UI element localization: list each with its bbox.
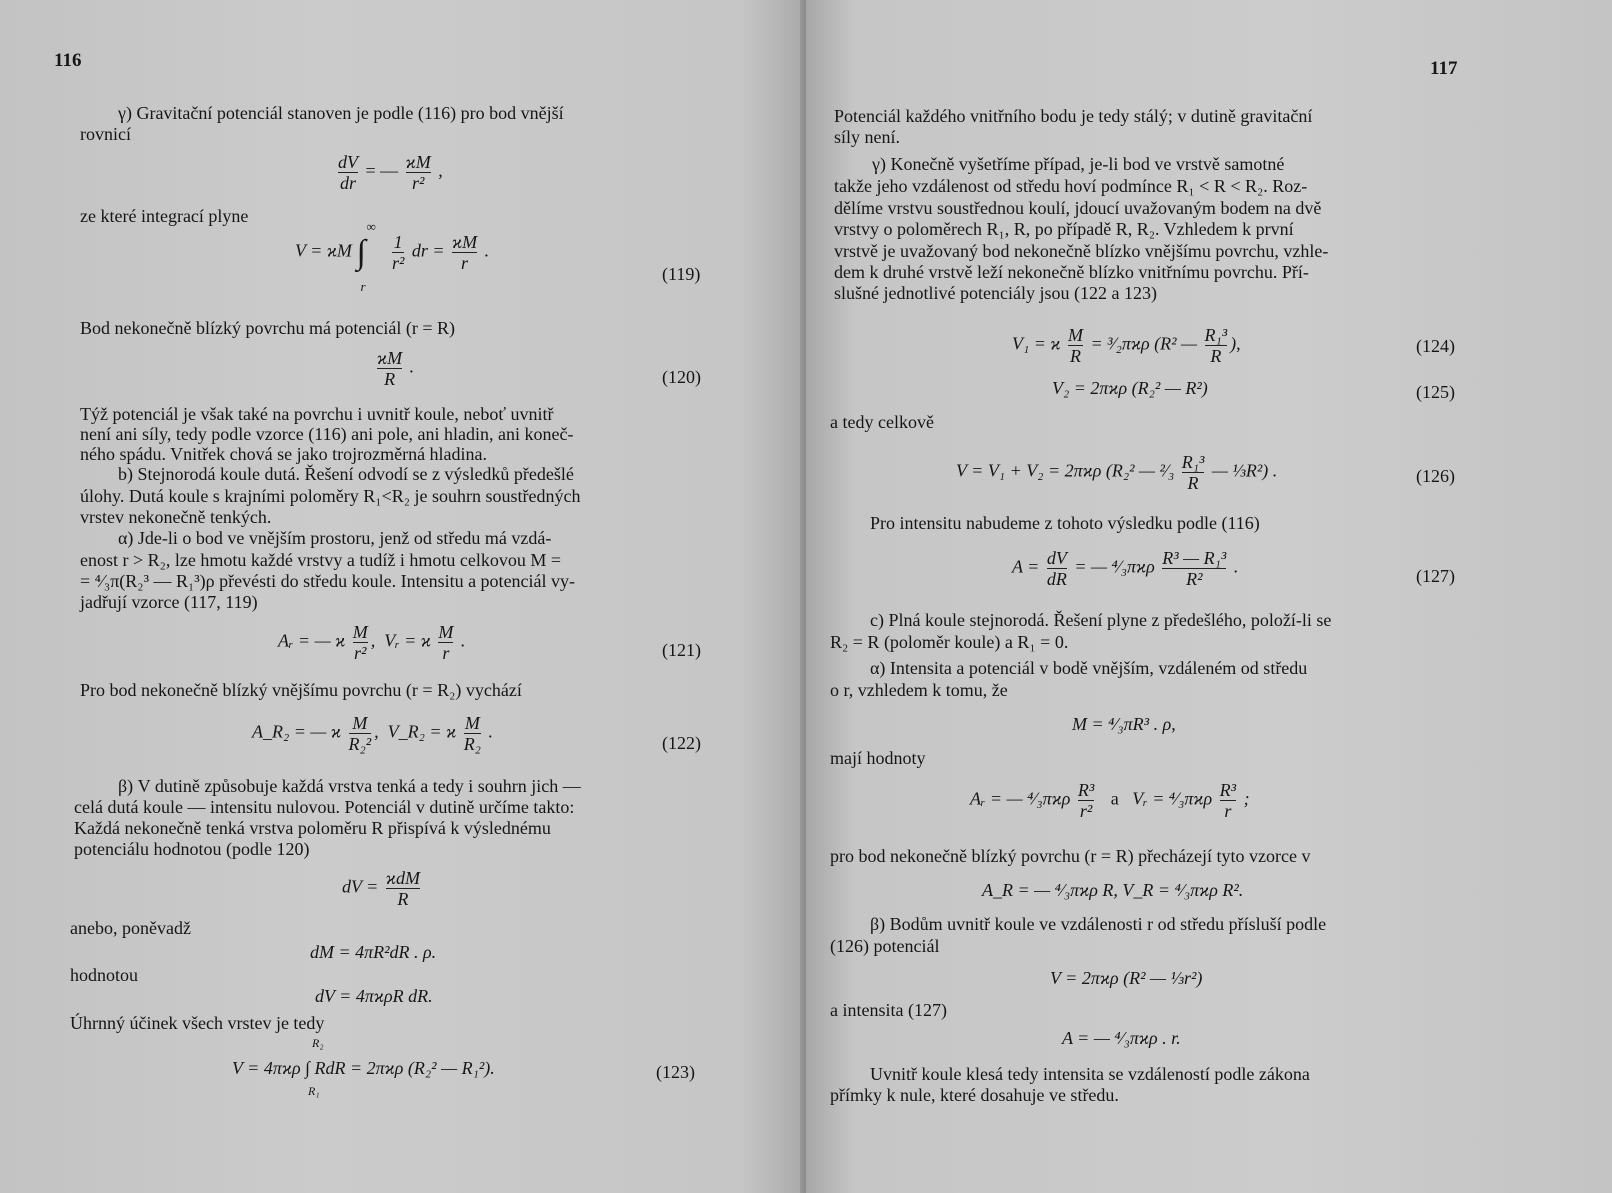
equation-121: Aᵣ = — ϰ $\frac{M}{\text{r²}}$ , Vᵣ = ϰ $\frac{M}{r}$ . [278, 622, 466, 663]
paragraph-line: slušné jednotlivé potenciály jsou (122 a 123) [834, 283, 1157, 303]
paragraph-line: b) Stejnorodá koule dutá. Řešení odvodí se z výsledků předešlé [118, 464, 574, 484]
paragraph-line: β) V dutině způsobuje každá vrstva tenká a tedy i souhrn jich — [118, 776, 581, 796]
equation-number: (124) [1416, 336, 1455, 356]
paragraph-line: (126) potenciál [830, 936, 940, 956]
equation-number: (122) [662, 733, 701, 753]
equation-125: V₂ = 2πϰρ (R₂² — R²) [1052, 378, 1208, 398]
paragraph-line: β) Bodům uvnitř koule ve vzdálenosti r od středu přísluší podle [870, 914, 1327, 934]
paragraph-line: úlohy. Dutá koule s krajními poloměry R₁<R₂ je souhrn soustředných [80, 486, 581, 506]
paragraph-line: anebo, poněvadž [70, 918, 191, 938]
equation: M = ⁴⁄₃πR³ . ρ, [1072, 714, 1176, 734]
paragraph-line: ze které integrací plyne [80, 206, 249, 226]
page-number: 116 [54, 50, 82, 71]
paragraph-line: = ⁴⁄₃π(R₂³ — R₁³)ρ převésti do středu koule. Intensitu a potenciál vy- [80, 571, 576, 591]
paragraph-line: enost r > R₂, lze hmotu každé vrstvy a tudíž i hmotu celkovou M = [80, 550, 561, 570]
equation: A_R = — ⁴⁄₃πϰρ R, V_R = ⁴⁄₃πϰρ R². [982, 880, 1244, 900]
equation: V = 2πϰρ (R² — ⅓r²) [1050, 968, 1203, 988]
paragraph-line: c) Plná koule stejnorodá. Řešení plyne z předešlého, položí-li se [870, 610, 1332, 630]
paragraph-line: Pro bod nekonečně blízký vnějšímu povrchu (r = R₂) vychází [80, 680, 522, 700]
paragraph-line: Úhrnný účinek všech vrstev je tedy [70, 1013, 325, 1033]
paragraph-line: Každá nekonečně tenká vrstva poloměru R přispívá k výslednému [74, 818, 551, 838]
equation-number: (126) [1416, 466, 1455, 486]
equation-number: (127) [1416, 566, 1455, 586]
paragraph-line: celá dutá koule — intensitu nulovou. Potenciál v dutině určíme takto: [74, 797, 575, 817]
page-number: 117 [1430, 58, 1458, 79]
paragraph-line: Uvnitř koule klesá tedy intensita se vzdáleností podle zákona [870, 1064, 1310, 1084]
paragraph-line: takže jeho vzdálenost od středu hoví podmínce R₁ < R < R₂. Roz- [834, 176, 1308, 196]
paragraph-line: přímky k nule, které dosahuje ve středu. [830, 1085, 1119, 1105]
paragraph-line: vrstvy o poloměrech R₁, R, po případě R, R₂. Vzhledem k první [834, 219, 1294, 239]
paragraph-line: hodnotou [70, 965, 139, 985]
paragraph-line: potenciálu hodnotou (podle 120) [74, 839, 310, 859]
paragraph-line: o r, vzhledem k tomu, že [830, 680, 1008, 700]
paragraph-line: mají hodnoty [830, 748, 926, 768]
equation: $\frac{dV}{dr}$ = — $\frac{ϰM}{\text{r²}}$ , [338, 152, 443, 193]
paragraph-line: α) Intensita a potenciál v bodě vnějším, vzdáleném od středu [870, 658, 1308, 678]
paragraph-line: α) Jde-li o bod ve vnějším prostoru, jenž od středu má vzdá- [118, 528, 552, 548]
paragraph-line: Bod nekonečně blízký povrchu má potenciál (r = R) [80, 318, 456, 338]
equation-number: (125) [1416, 382, 1455, 402]
paragraph-line: dem k druhé vrstvě leží nekonečně blízko vnitřnímu povrchu. Pří- [834, 262, 1309, 282]
right-page [806, 0, 1612, 1193]
equation-119: V = ϰM ∞ ∫ r $\frac{1}{\text{r²}}$ dr = $\frac{ϰM}{r}$ . [295, 218, 490, 294]
equation: Aᵣ = — ⁴⁄₃πϰρ $\frac{\text{R³}}{\text{r²}}$ a Vᵣ = ⁴⁄₃πϰρ $\frac{\text{R³}}{r}$ ; [970, 780, 1250, 821]
paragraph-line: γ) Konečně vyšetříme případ, je-li bod ve vrstvě samotné [872, 154, 1285, 174]
equation-number: (120) [662, 367, 701, 387]
paragraph-line: Pro intensitu nabudeme z tohoto výsledku podle (116) [870, 513, 1260, 533]
paragraph-line: vrstvě je uvažovaný bod nekonečně blízko vnějšímu povrchu, vzhle- [834, 241, 1329, 261]
equation: A = — ⁴⁄₃πϰρ . r. [1062, 1028, 1181, 1048]
equation: dV = 4πϰρR dR. [315, 986, 433, 1006]
paragraph-line: dělíme vrstvu soustřednou koulí, jdoucí uvažovaným bodem na dvě [834, 198, 1322, 218]
paragraph-line: R₂ = R (poloměr koule) a R₁ = 0. [830, 632, 1069, 652]
paragraph-line: a intensita (127) [830, 1000, 947, 1020]
paragraph-line: není ani síly, tedy podle vzorce (116) ani pole, ani hladin, ani koneč- [80, 424, 574, 444]
equation-number: (123) [656, 1062, 695, 1082]
equation-124: V₁ = ϰ $\frac{M}{R}$ = ³⁄₂πϰρ (R² — $\frac{\text{R₁³}}{R}$ ), [1012, 325, 1241, 366]
equation-123: R₂ V = 4πϰρ ∫ RdR = 2πϰρ (R₂² — R₁²). R₁ [232, 1036, 495, 1098]
paragraph-line: Potenciál každého vnitřního bodu je tedy stálý; v dutině gravitační [834, 106, 1313, 126]
equation-number: (119) [662, 264, 701, 284]
paragraph-line: síly není. [834, 127, 900, 147]
paragraph-line: γ) Gravitační potenciál stanoven je podle (116) pro bod vnější [118, 103, 564, 123]
paragraph-line: ného spádu. Vnitřek chová se jako trojrozměrná hladina. [80, 444, 488, 464]
equation: dM = 4πR²dR . ρ. [310, 942, 437, 962]
paragraph-line: Týž potenciál je však také na povrchu i uvnitř koule, neboť uvnitř [80, 404, 554, 424]
paragraph-line: rovnicí [80, 124, 131, 144]
equation-122: A_R₂ = — ϰ $\frac{M}{\text{R₂²}}$ , V_R₂ = ϰ $\frac{M}{\text{R₂}}$ . [252, 713, 493, 754]
equation-126: V = V₁ + V₂ = 2πϰρ (R₂² — ²⁄₃ $\frac{\text{R₁³}}{R}$ — ⅓R²) . [956, 452, 1278, 493]
equation-127: A = $\frac{dV}{dR}$ = — ⁴⁄₃πϰρ $\frac{\text{R³ — R₁³}}{\text{R²}}$ . [1012, 548, 1239, 589]
paragraph-line: pro bod nekonečně blízký povrchu (r = R) přecházejí tyto vzorce v [830, 846, 1311, 866]
paragraph-line: a tedy celkově [830, 412, 934, 432]
paragraph-line: vrstev nekonečně tenkých. [80, 507, 272, 527]
equation-120: $\frac{ϰM}{R}$ . [377, 348, 415, 389]
equation-number: (121) [662, 640, 701, 660]
equation: dV = $\frac{\text{ϰdM}}{R}$ [342, 868, 420, 909]
paragraph-line: jadřují vzorce (117, 119) [80, 592, 258, 612]
